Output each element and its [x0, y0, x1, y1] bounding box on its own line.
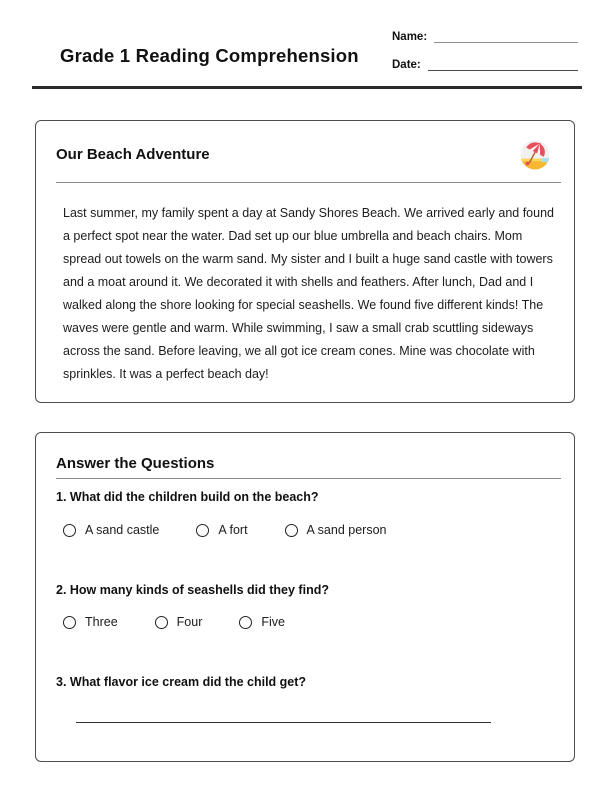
- story-divider: [56, 182, 561, 183]
- radio-icon[interactable]: [285, 524, 298, 537]
- option-q1-sand-castle[interactable]: A sand castle: [63, 523, 159, 537]
- radio-icon[interactable]: [196, 524, 209, 537]
- name-field: [392, 30, 578, 43]
- header-divider: [32, 86, 582, 89]
- option-q1-sand-person[interactable]: A sand person: [285, 523, 387, 537]
- questions-divider: [56, 478, 561, 479]
- date-field: [392, 58, 578, 71]
- story-title: Our Beach Adventure: [56, 146, 210, 163]
- option-q2-five[interactable]: Five: [239, 615, 285, 629]
- radio-icon[interactable]: [239, 616, 252, 629]
- radio-icon[interactable]: [63, 524, 76, 537]
- question-1-text: 1. What did the children build on the beach?: [56, 490, 319, 504]
- beach-umbrella-icon: [520, 140, 550, 170]
- radio-icon[interactable]: [63, 616, 76, 629]
- date-field-line[interactable]: [428, 58, 578, 71]
- question-2-options: [63, 615, 322, 629]
- page-title: Grade 1 Reading Comprehension: [60, 45, 359, 66]
- questions-title: Answer the Questions: [56, 455, 215, 472]
- name-field-label: Name:: [392, 31, 428, 43]
- question-2-text: 2. How many kinds of seashells did they find?: [56, 583, 329, 597]
- name-field-line[interactable]: [434, 30, 578, 43]
- option-q2-three[interactable]: Three: [63, 615, 118, 629]
- question-3-answer-line[interactable]: [76, 722, 491, 723]
- option-q2-four[interactable]: Four: [155, 615, 203, 629]
- questions-card: [35, 432, 575, 762]
- radio-icon[interactable]: [155, 616, 168, 629]
- question-3-text: 3. What flavor ice cream did the child get?: [56, 675, 307, 689]
- story-card: [35, 120, 575, 403]
- option-q1-fort[interactable]: A fort: [196, 523, 247, 537]
- story-text: Last summer, my family spent a day at Sandy Shores Beach. We arrived early and found a perfect spot near the water. Dad set up our blue umbrella and beach chairs. Mom spread out towels on the warm sand. My sister and I built a huge sand castle with towers and a moat around it. We decorated it with shells and feathers. After lunch, Dad and I walked along the shore looking for special seashells. We found five different kinds! The waves were gentle and warm. While swimming, I saw a small crab scuttling sideways across the sand. Before leaving, we all got ice cream cones. Mine was chocolate with sprinkles. It was a perfect beach day!: [63, 206, 554, 381]
- date-field-label: Date:: [392, 59, 421, 71]
- question-1-options: [63, 523, 423, 537]
